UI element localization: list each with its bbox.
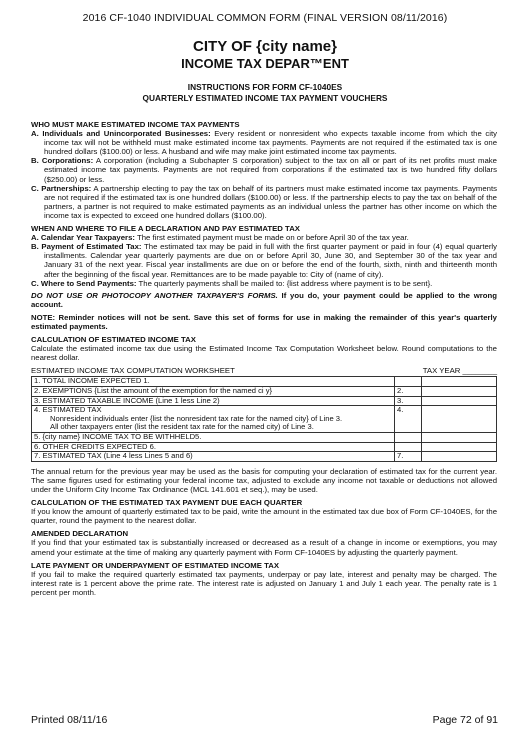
amended-heading: AMENDED DECLARATION	[31, 529, 129, 539]
who-must-item-c	[31, 184, 497, 220]
item-text: The quarterly payments shall be mailed to: {list address where payment is to be sent}.	[136, 278, 433, 288]
row-desc: 7. ESTIMATED TAX (Line 4 less Lines 5 and 6)	[32, 452, 395, 462]
calculation-text: Calculate the estimated income tax due using the Estimated Income Tax Computation Worksheet below. Round computations to the nearest dollar.	[31, 344, 497, 363]
row-desc-sub: All other taxpayers enter (list the resident tax rate for the named city) of Line 3.	[50, 422, 314, 432]
item-label: C. Where to Send Payments:	[31, 278, 137, 288]
document-body	[31, 120, 497, 597]
item-label: A. Calendar Year Taxpayers:	[31, 233, 135, 243]
row-desc: 2. EXEMPTIONS {List the amount of the exemption for the named ci y}	[32, 387, 395, 397]
quarter-payment-heading: CALCULATION OF THE ESTIMATED TAX PAYMENT DUE EACH QUARTER	[31, 498, 303, 508]
when-where-heading: WHEN AND WHERE TO FILE A DECLARATION AND PAY ESTIMATED TAX	[31, 224, 300, 234]
worksheet-title-row	[31, 366, 497, 375]
worksheet-title: ESTIMATED INCOME TAX COMPUTATION WORKSHEET	[31, 366, 235, 376]
calculation-heading: CALCULATION OF ESTIMATED INCOME TAX	[31, 335, 196, 345]
item-text: A corporation (including a Subchapter S corporation) subject to the tax on all or part of its net profits must make estimated income tax payments. Payments are not required from corporations if the estimated tax is two hundred fifty dollars ($250.00) or less.	[44, 156, 497, 184]
row-num: 3.	[395, 396, 422, 406]
table-row	[32, 387, 497, 397]
row-desc: 4. ESTIMATED TAX	[34, 405, 102, 415]
reminder-note: NOTE: Reminder notices will not be sent. Save this set of forms for use in making the remainder of this year's quarterly estimated payments.	[31, 312, 497, 331]
late-payment-text: If you fail to make the required quarterly estimated tax payments, underpay or pay late, interest and penalty may be charged. The interest rate is 1 percent above the prime rate. The interest rate is adjusted on January 1 and July 1 each year. The penalty rate is 1 percent per month.	[31, 569, 497, 597]
item-text: Every resident or nonresident who expects taxable income from which the city income tax will not be withheld must make estimated income tax payments. Payments are not required if the estimated tax is one hundred dollars ($100.00) or less. A husband and wife may make joint estimated income tax payments.	[44, 129, 497, 157]
row-desc: 3. ESTIMATED TAXABLE INCOME (Line 1 less Line 2)	[32, 396, 395, 406]
amended-text: If you find that your estimated tax is substantially increased or decreased as a result of a change in income or exemptions, you may amend your estimate at the time of making any quarterly payment with Form CF-1040ES by adjusting the quarterly payment.	[31, 538, 497, 557]
worksheet-table	[31, 376, 497, 461]
instructions-title: INSTRUCTIONS FOR FORM CF-1040ES	[187, 82, 343, 92]
item-label: B. Payment of Estimated Tax:	[31, 242, 142, 252]
item-text: The estimated tax may be paid in full with the first quarter payment or paid in four (4) equal quarterly installments. Calendar year quarterly payments are due on or before April 30, June 30, and September 30 of the tax year and January 31 of the next year. Fiscal year installments are due on or before the end of the fourth, sixth, ninth and thirteenth month after the beginning of the fiscal year. Remittances are to be made payable to: City of (name of city).	[44, 242, 497, 279]
row-value-field[interactable]	[422, 387, 497, 397]
who-must-item-a	[31, 129, 497, 156]
table-row	[32, 433, 497, 443]
row-num: 2.	[395, 387, 422, 397]
row-desc: 5. {city name} INCOME TAX TO BE WITHHELD5.	[32, 433, 395, 443]
quarter-payment-text: If you know the amount of quarterly estimated tax to be paid, write the amount in the estimated tax due box of Form CF-1040ES, for the quarter, round the payment to the nearest dollar.	[31, 507, 497, 526]
row-num: 7.	[395, 452, 422, 462]
page-number: Page 72 of 91	[432, 714, 498, 726]
photocopy-warning: DO NOT USE OR PHOTOCOPY ANOTHER TAXPAYER'S FORMS.	[31, 290, 278, 300]
item-label: A. Individuals and Unincorporated Businesses:	[31, 129, 211, 139]
row-value-field[interactable]	[422, 452, 497, 462]
row-value-field[interactable]	[422, 433, 497, 443]
annual-return-text: The annual return for the previous year may be used as the basis for computing your declaration of estimated tax for the current year. The same figures used for estimating your federal income tax, adjusted to exclude any income not taxable or deductions not allowed under the Uniform City Income Tax Ordinance (MCL 141.601 et seq.), may be used.	[31, 466, 497, 494]
row-value-field[interactable]	[422, 396, 497, 406]
row-value-field[interactable]	[422, 406, 497, 433]
form-header: 2016 CF-1040 INDIVIDUAL COMMON FORM (FINAL VERSION 08/11/2016)	[82, 12, 448, 24]
row-desc-group	[32, 406, 395, 433]
who-must-item-b	[31, 156, 497, 183]
row-desc: 1. TOTAL INCOME EXPECTED 1.	[32, 377, 395, 387]
table-row	[32, 452, 497, 462]
photocopy-notice	[31, 291, 497, 309]
city-title: CITY OF {city name}	[193, 38, 337, 55]
department-title: INCOME TAX DEPAR™ENT	[181, 56, 349, 71]
row-desc-sub: Nonresident individuals enter {list the nonresident tax rate for the named city} of Line 3.	[50, 413, 343, 423]
when-where-item-c	[31, 279, 497, 288]
item-label: B. Corporations:	[31, 156, 94, 166]
row-desc: 6. OTHER CREDITS EXPECTED 6.	[32, 442, 395, 452]
tax-year-field[interactable]: TAX YEAR ________	[422, 366, 497, 376]
when-where-item-a	[31, 233, 497, 242]
printed-date: Printed 08/11/16	[31, 714, 108, 726]
item-text: The first estimated payment must be made on or before April 30 of the tax year.	[134, 233, 409, 243]
table-row	[32, 406, 497, 433]
row-num: 4.	[395, 406, 422, 433]
row-value-field[interactable]	[422, 442, 497, 452]
row-value-field[interactable]	[422, 377, 497, 387]
item-text: A partnership electing to pay the tax on behalf of its partners must make estimated income tax payments. Payments are not required if the estimated tax is one hundred dollars ($100.00) or less. If the partnership elects to pay the tax on behalf of the partners, a partner is not required to make estimated payments as an individual unless the partner has other income on which the income tax is expected to exceed one hundred dollars ($100.00).	[44, 183, 497, 220]
row-num	[395, 433, 422, 443]
who-must-heading: WHO MUST MAKE ESTIMATED INCOME TAX PAYMENTS	[31, 120, 240, 129]
when-where-item-b	[31, 242, 497, 278]
photocopy-warning-rest: If you do, your payment could be applied to the wrong account.	[31, 290, 497, 309]
late-payment-heading: LATE PAYMENT OR UNDERPAYMENT OF ESTIMATED INCOME TAX	[31, 560, 280, 570]
item-label: C. Partnerships:	[31, 183, 92, 193]
vouchers-title: QUARTERLY ESTIMATED INCOME TAX PAYMENT VOUCHERS	[142, 93, 388, 103]
